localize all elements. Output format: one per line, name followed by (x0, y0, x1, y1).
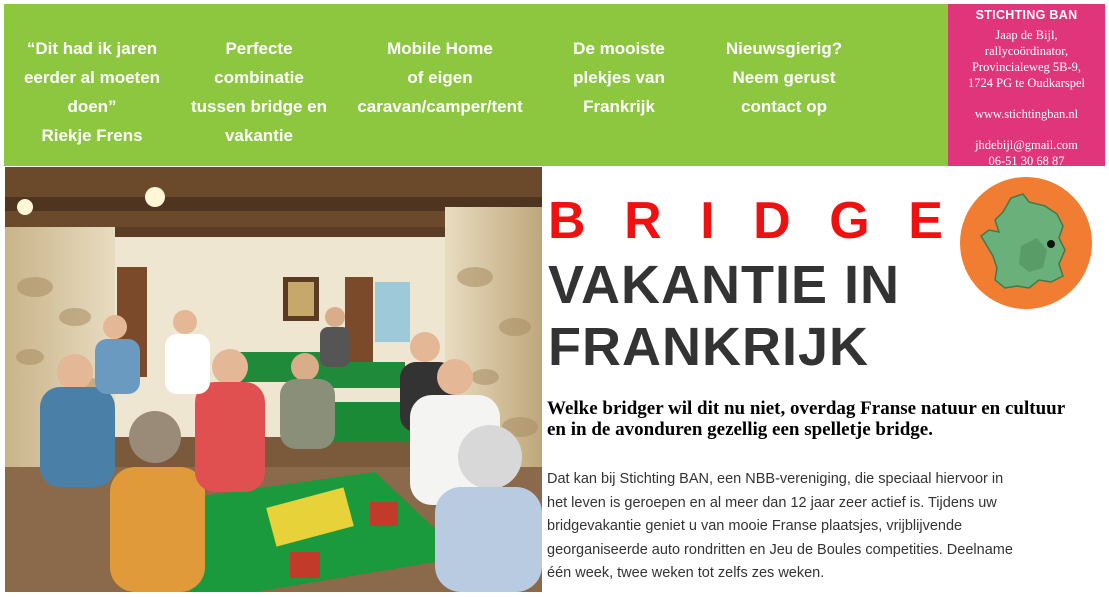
banner-text: Nieuwsgierig? (725, 39, 843, 58)
headline-frankrijk: FRANKRIJK (548, 317, 870, 377)
headline-bridge (548, 192, 943, 250)
contact-box (948, 4, 1105, 166)
bridge-players-photo-illustration (5, 167, 542, 592)
banner-quote (18, 34, 166, 150)
banner-text: De mooiste (573, 39, 665, 58)
banner-text: Frankrijk (583, 97, 655, 116)
top-banner (4, 4, 948, 166)
bridge-players-photo (5, 167, 542, 592)
spacer (948, 122, 1105, 137)
contact-city: 1724 PG te Oudkarspel (968, 76, 1085, 90)
headline-letter: I (700, 192, 715, 250)
headline-letter: R (624, 192, 662, 250)
banner-text: tussen bridge en (190, 97, 328, 116)
contact-details (948, 27, 1105, 169)
contact-website-link[interactable]: www.stichtingban.nl (974, 107, 1079, 121)
france-map-icon (959, 176, 1093, 310)
headline-letter: G (829, 192, 870, 250)
banner-text: of eigen (407, 68, 473, 87)
banner-text: Mobile Home (387, 39, 493, 58)
lead-paragraph: Welke bridger wil dit nu niet, overdag Franse natuur en cultuur en in de avonduren gezellig een spelletje bridge. (547, 398, 1065, 440)
spacer (948, 91, 1105, 106)
headline-letter: E (908, 192, 943, 250)
contact-street: Provincialeweg 5B-9, (971, 60, 1081, 74)
banner-text: Neem gerust (732, 68, 836, 87)
banner-text: vakantie (224, 126, 294, 145)
banner-text: plekjes van (573, 68, 665, 87)
contact-title: STICHTING BAN (975, 8, 1078, 22)
headline-letter: B (548, 192, 586, 250)
contact-role: rallycoördinator, (984, 44, 1069, 58)
body-paragraph: Dat kan bij Stichting BAN, een NBB-vereniging, die speciaal hiervoor in het leven is geroepen en al meer dan 12 jaar zeer actief is. Tijdens uw bridgevakantie geniet u van mooie Franse plaatsjes, vrijblijvende georganiseerde auto rondritten en Jeu de Boules competities. Deelname één week, twee weken tot zelfs zes weken. (547, 471, 1013, 581)
banner-text: contact op (741, 97, 827, 116)
banner-text: combinatie (214, 68, 304, 87)
contact-phone: 06-51 30 68 87 (988, 154, 1065, 168)
banner-quote-author: Riekje Frens (41, 126, 143, 145)
banner-text: “Dit had ik jaren (26, 39, 158, 58)
france-map-logo (959, 176, 1093, 310)
banner-text: caravan/camper/tent (357, 97, 523, 116)
headline-vakantie: VAKANTIE IN (548, 255, 901, 315)
banner-places (556, 34, 682, 121)
banner-text: doen” (67, 97, 117, 116)
banner-mobile-home (344, 34, 536, 121)
headline-letter: D (753, 192, 791, 250)
contact-name: Jaap de Bijl, (995, 28, 1058, 42)
banner-contact-cta (714, 34, 854, 121)
banner-text: Perfecte (225, 39, 293, 58)
banner-text: eerder al moeten (23, 68, 161, 87)
contact-email-link[interactable]: jhdebijl@gmail.com (975, 138, 1078, 152)
banner-combination (188, 34, 330, 150)
